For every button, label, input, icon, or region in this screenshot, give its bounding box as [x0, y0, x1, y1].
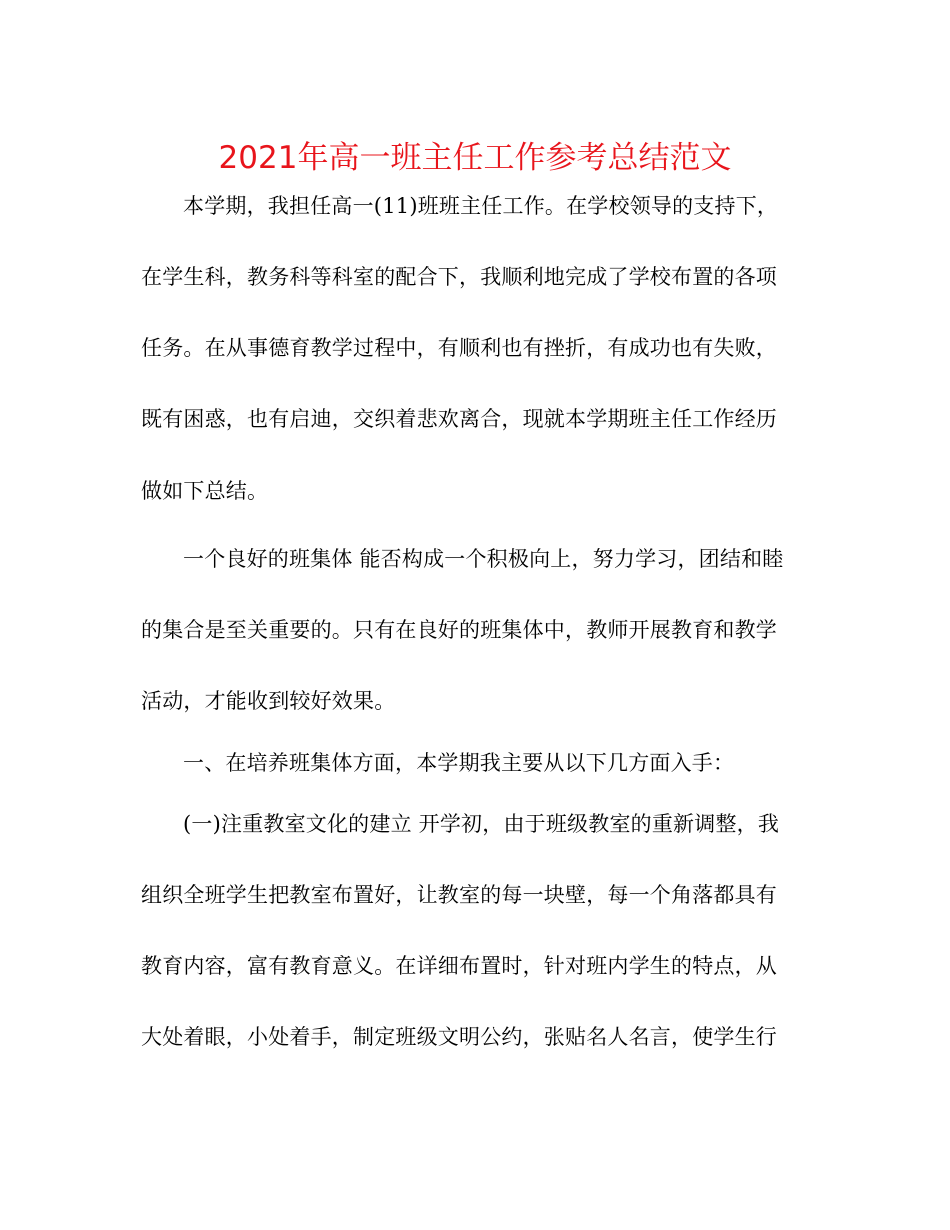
paragraph-line: 活动，才能收到较好效果。 — [141, 689, 396, 713]
paragraph-line: 的集合是至关重要的。只有在良好的班集体中，教师开展教育和教学 — [141, 618, 777, 642]
paragraph-line: 做如下总结。 — [141, 479, 269, 503]
paragraph-line: 本学期，我担任高一(11)班班主任工作。在学校领导的支持下， — [183, 194, 779, 218]
paragraph-line: 既有困惑，也有启迪，交织着悲欢离合，现就本学期班主任工作经历 — [141, 407, 777, 431]
section-heading: 一、在培养班集体方面，本学期我主要从以下几方面入手： — [183, 751, 735, 775]
paragraph-line: 任务。在从事德育教学过程中，有顺利也有挫折，有成功也有失败， — [141, 336, 777, 360]
paragraph-line: 一个良好的班集体 能否构成一个积极向上，努力学习，团结和睦 — [183, 547, 784, 571]
paragraph-line: 教育内容，富有教育意义。在详细布置时，针对班内学生的特点，从 — [141, 954, 777, 978]
paragraph-line: 在学生科，教务科等科室的配合下，我顺利地完成了学校布置的各项 — [141, 265, 777, 289]
paragraph-line: (一)注重教室文化的建立 开学初，由于班级教室的重新调整，我 — [183, 812, 780, 836]
document-title: 2021年高一班主任工作参考总结范文 — [218, 140, 732, 176]
paragraph-line: 大处着眼，小处着手，制定班级文明公约，张贴名人名言，使学生行 — [141, 1025, 777, 1049]
paragraph-line: 组织全班学生把教室布置好，让教室的每一块壁，每一个角落都具有 — [141, 883, 777, 907]
